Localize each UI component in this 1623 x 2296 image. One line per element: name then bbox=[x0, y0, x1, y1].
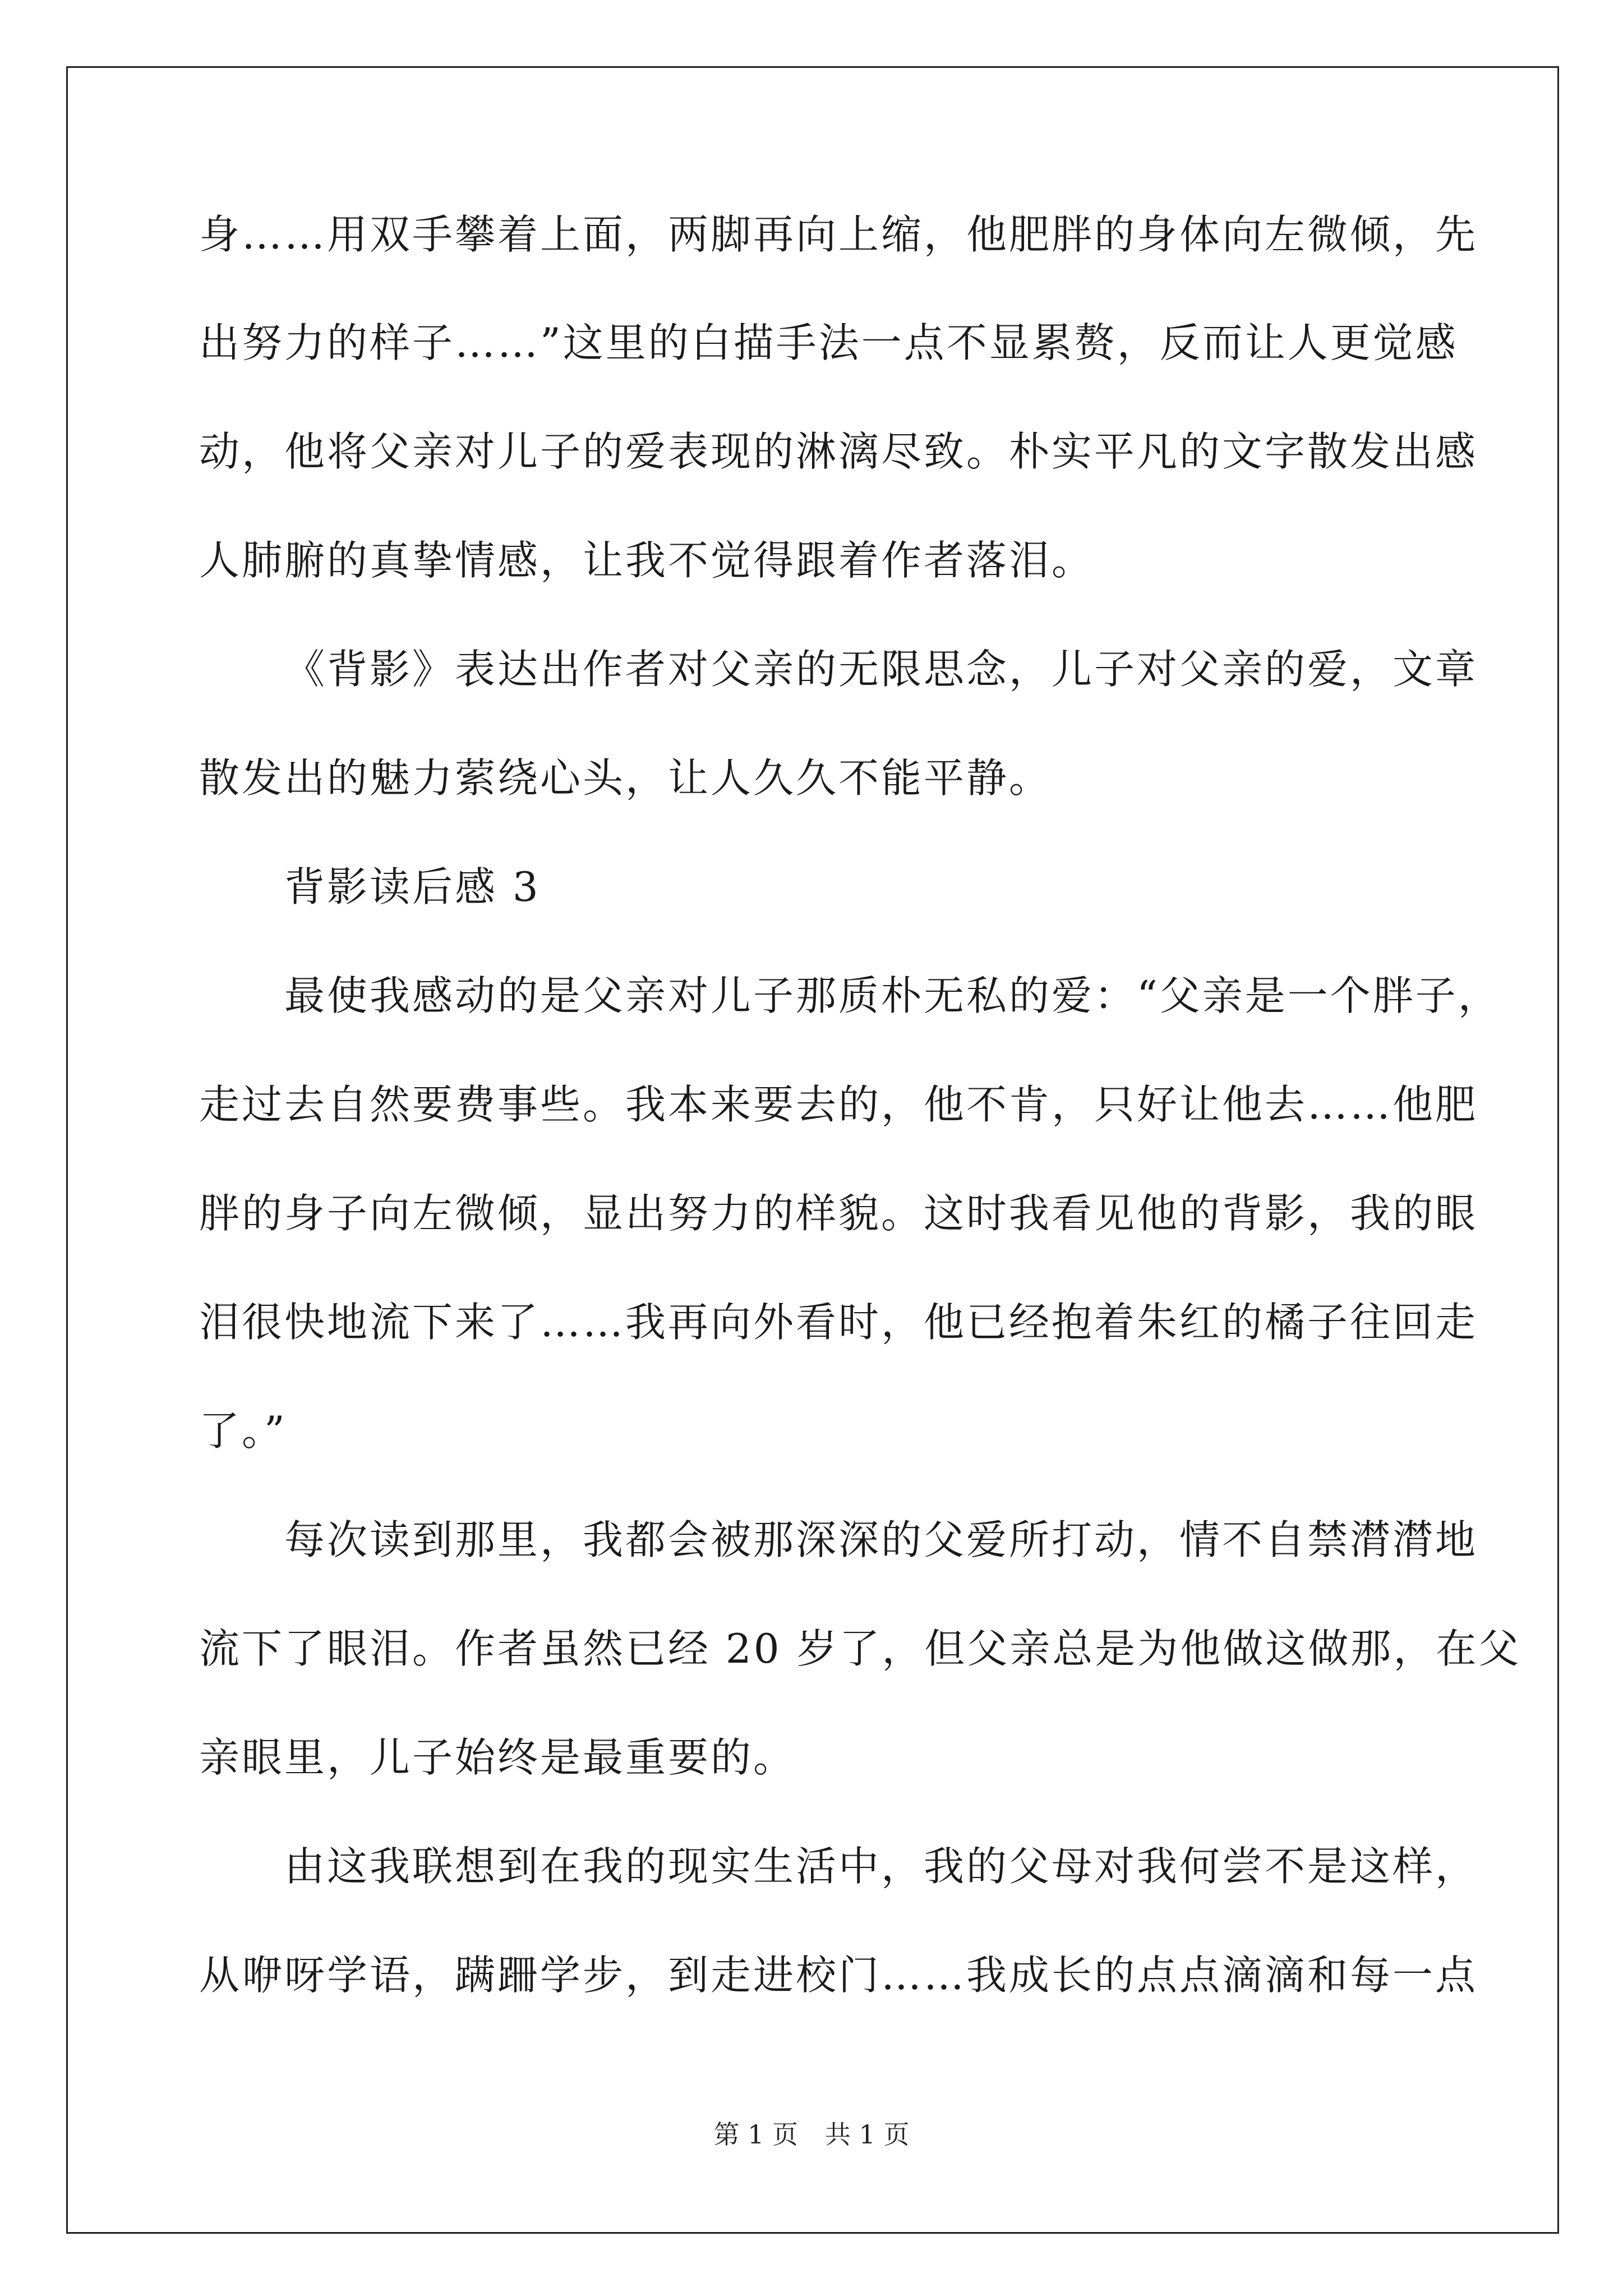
text-line: 从咿呀学语，蹒跚学步，到走进校门……我成长的点点滴滴和每一点 bbox=[199, 1952, 1478, 1999]
text-line: 由这我联想到在我的现实生活中，我的父母对我何尝不是这样， bbox=[284, 1843, 1478, 1890]
page-border bbox=[66, 66, 1559, 2234]
text-line: 胖的身子向左微倾，显出努力的样貌。这时我看见他的背影，我的眼 bbox=[199, 1190, 1478, 1237]
text-line: 每次读到那里，我都会被那深深的父爱所打动，情不自禁潸潸地 bbox=[284, 1516, 1478, 1563]
section-heading: 背影读后感 3 bbox=[284, 863, 541, 910]
text-line: 《背影》表达出作者对父亲的无限思念，儿子对父亲的爱，文章 bbox=[284, 646, 1478, 693]
text-line: 出努力的样子……”这里的白描手法一点不显累赘，反而让人更觉感 bbox=[199, 319, 1458, 366]
text-line: 动，他将父亲对儿子的爱表现的淋漓尽致。朴实平凡的文字散发出感 bbox=[199, 428, 1478, 475]
text-line: 身……用双手攀着上面，两脚再向上缩，他肥胖的身体向左微倾，先 bbox=[199, 211, 1478, 258]
page-footer bbox=[0, 2118, 1623, 2151]
text-line: 人肺腑的真挚情感，让我不觉得跟着作者落泪。 bbox=[199, 537, 1095, 584]
text-line: 最使我感动的是父亲对儿子那质朴无私的爱：“父亲是一个胖子， bbox=[284, 972, 1501, 1019]
text-line: 流下了眼泪。作者虽然已经 20 岁了，但父亲总是为他做这做那，在父 bbox=[199, 1625, 1521, 1672]
page-number: 第 1 页 bbox=[713, 2119, 798, 2150]
text-line: 走过去自然要费事些。我本来要去的，他不肯，只好让他去……他肥 bbox=[199, 1081, 1478, 1128]
text-line: 泪很快地流下来了……我再向外看时，他已经抱着朱红的橘子往回走 bbox=[199, 1299, 1478, 1346]
page-total: 共 1 页 bbox=[825, 2119, 910, 2150]
text-line: 亲眼里，儿子始终是最重要的。 bbox=[199, 1734, 796, 1781]
text-line: 散发出的魅力萦绕心头，让人久久不能平静。 bbox=[199, 754, 1052, 802]
text-line: 了。” bbox=[199, 1407, 287, 1455]
